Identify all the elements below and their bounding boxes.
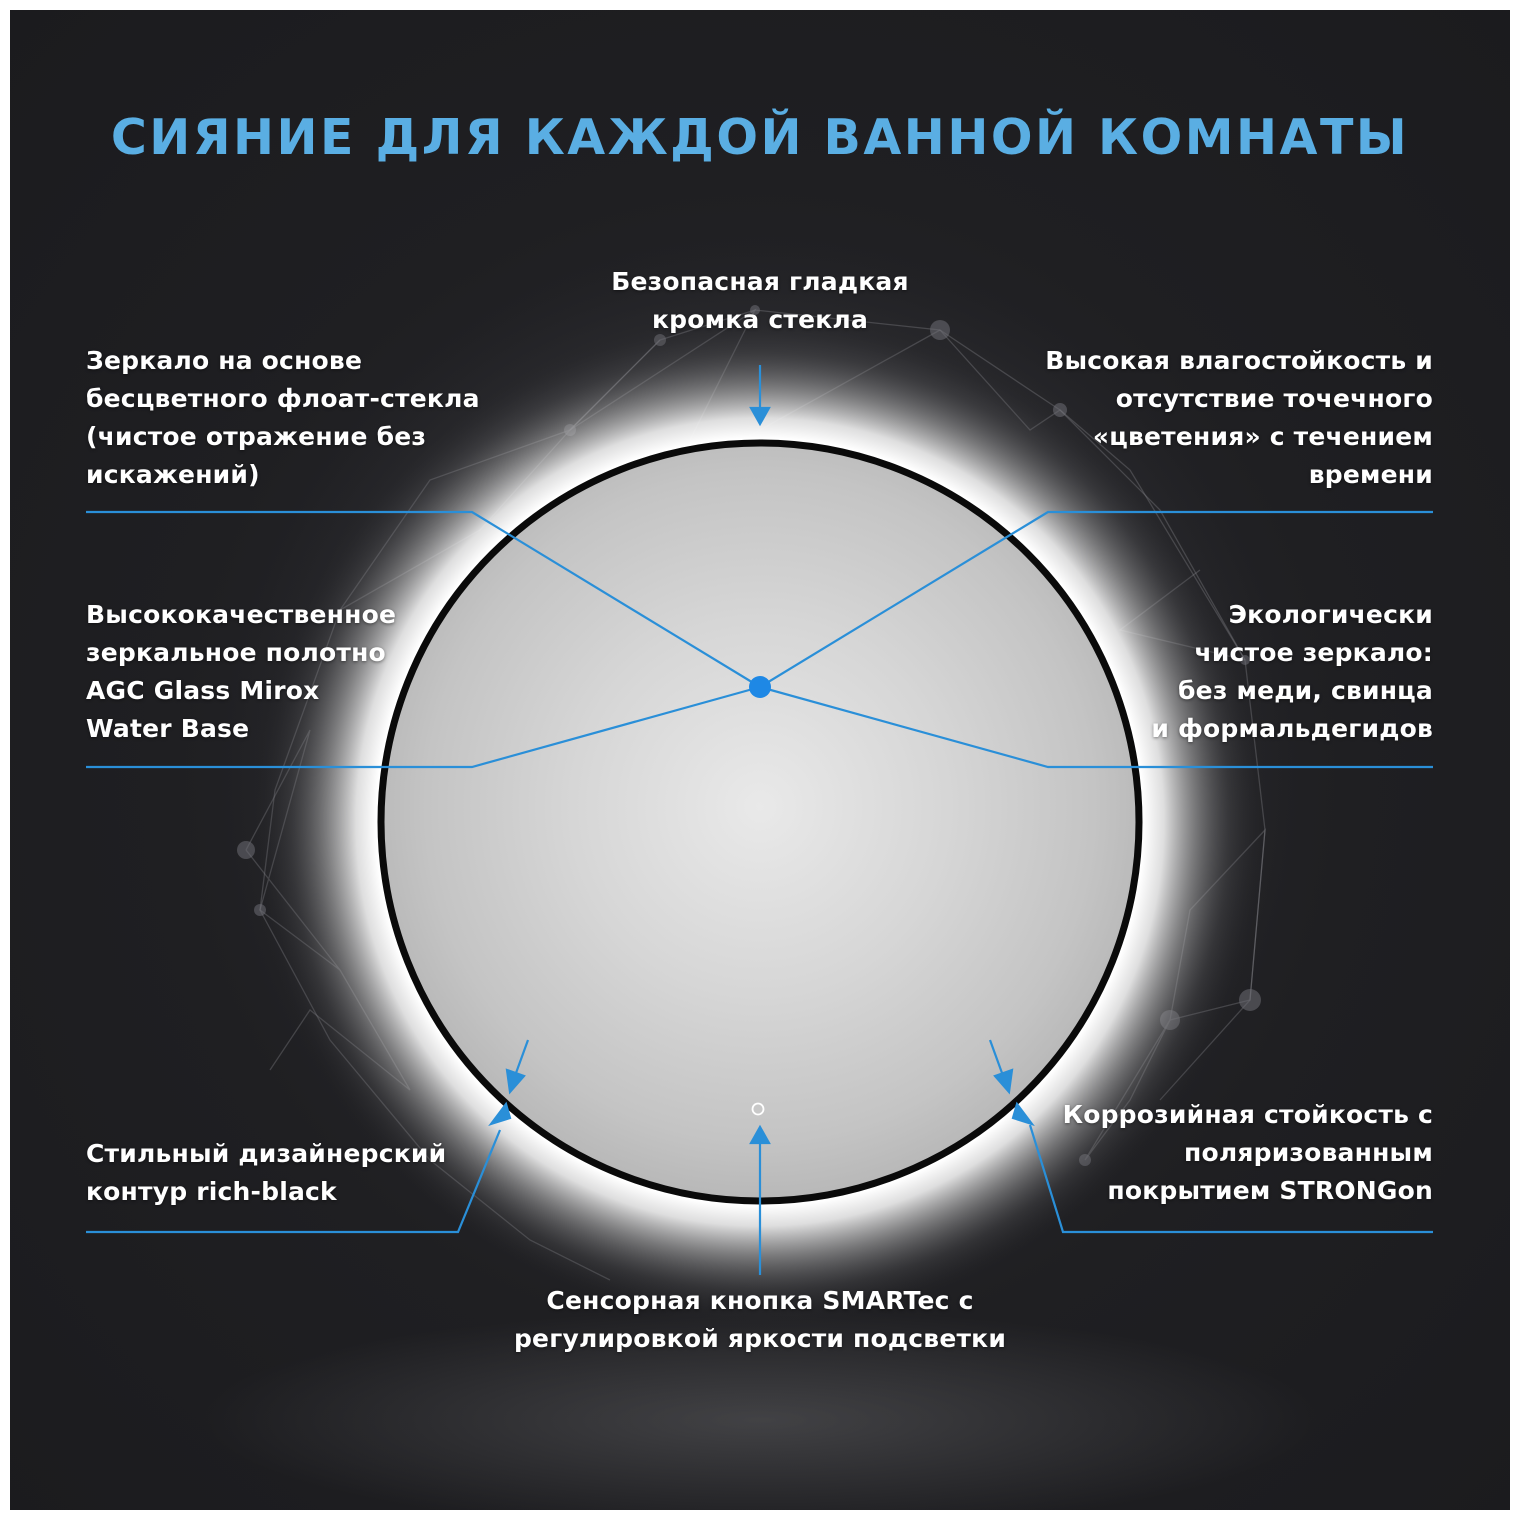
center-dot-icon (749, 676, 771, 698)
feature-eco: Экологически чистое зеркало: без меди, свинца и формальдегидов (1151, 600, 1433, 743)
infographic-canvas (10, 10, 1510, 1510)
feature-float-glass: Зеркало на основе бесцветного флоат-стекла (чистое отражение без искажений) (86, 346, 480, 489)
feature-moisture: Высокая влагостойкость и отсутствие точечного «цветения» с течением времени (1045, 346, 1433, 489)
feature-edge: Безопасная гладкая кромка стекла (611, 267, 909, 334)
feature-corrosion: Коррозийная стойкость с поляризованным покрытием STRONGon (1062, 1100, 1433, 1205)
feature-touch-button: Сенсорная кнопка SMARTec с регулировкой яркости подсветки (513, 1286, 1007, 1353)
feature-agc: Высококачественное зеркальное полотно AGC Glass Mirox Water Base (86, 600, 397, 743)
round-mirror (381, 443, 1139, 1201)
page-title: СИЯНИЕ ДЛЯ КАЖДОЙ ВАННОЙ КОМНАТЫ (110, 109, 1410, 166)
feature-contour: Стильный дизайнерский контур rich-black (86, 1139, 447, 1206)
